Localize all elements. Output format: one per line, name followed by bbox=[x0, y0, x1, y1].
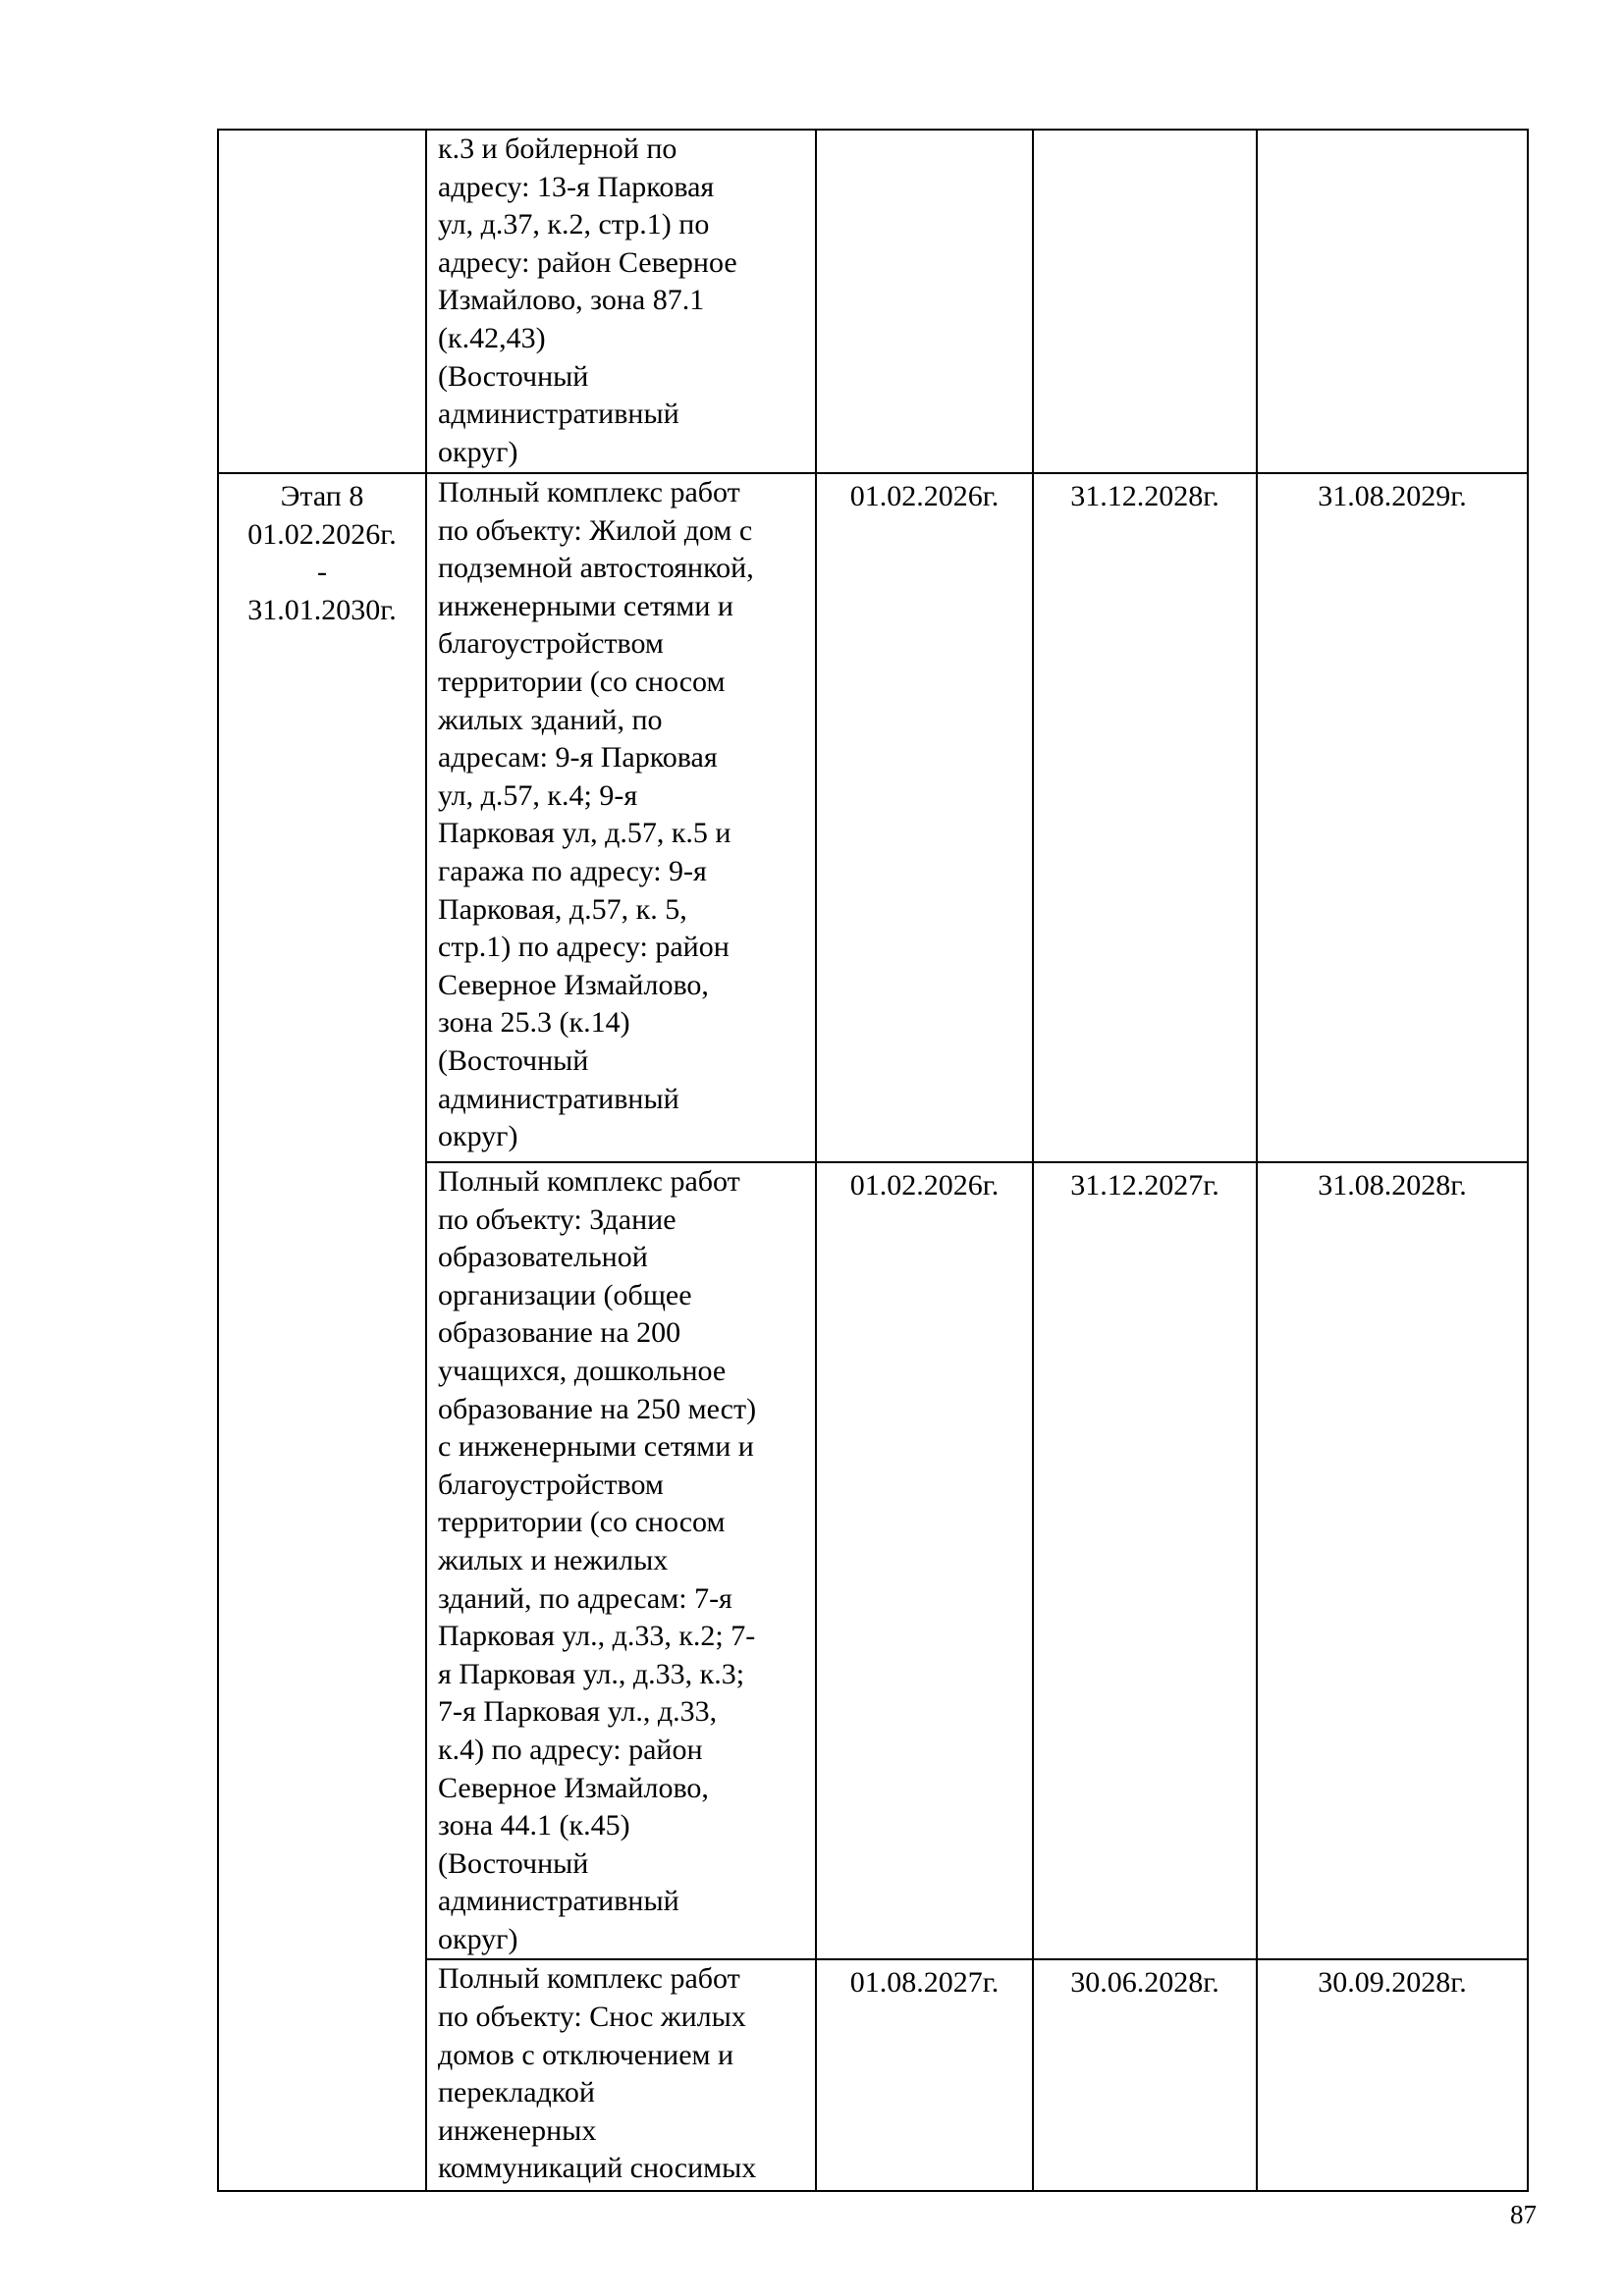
description-cell bbox=[426, 1959, 816, 2191]
start-date-cell bbox=[816, 473, 1033, 1162]
stage-cell bbox=[218, 130, 426, 473]
work-description: Полный комплекс работ по объекту: Здание образовательной организации (общее образование на 200 учащихся, дошкольное образование на 250 мест) с инженерными сетями и благоустройством территории (со сносом жилых и нежилых зданий, по адресам: 7-я Парковая ул., д.33, к.2; 7- я Парковая ул., д.33, к.3; 7-я Парковая ул., д.33, к.4) по адресу: район Северное Измайлово, зона 44.1 (к.45) (Восточный административный округ) bbox=[438, 1165, 757, 1955]
description-cell bbox=[426, 130, 816, 473]
start-date-cell bbox=[816, 1162, 1033, 1959]
start-date: 01.08.2027г. bbox=[849, 1966, 1000, 2000]
start-date-cell bbox=[816, 1959, 1033, 2191]
end-date: 30.06.2028г. bbox=[1070, 1966, 1219, 2000]
commission-date: 30.09.2028г. bbox=[1318, 1966, 1467, 2000]
construction-schedule-table bbox=[217, 129, 1529, 2192]
commission-date-cell bbox=[1257, 130, 1528, 473]
start-date: 01.02.2026г. bbox=[849, 1169, 1000, 1201]
description-cell bbox=[426, 473, 816, 1162]
stage-cell bbox=[218, 473, 426, 2191]
commission-date-cell bbox=[1257, 1959, 1528, 2191]
commission-date-cell bbox=[1257, 473, 1528, 1162]
end-date: 31.12.2028г. bbox=[1070, 480, 1219, 512]
table-row bbox=[218, 473, 1528, 1162]
description-cell bbox=[426, 1162, 816, 1959]
start-date-cell bbox=[816, 130, 1033, 473]
work-description: к.3 и бойлерной по адресу: 13-я Парковая ул, д.37, к.2, стр.1) по адресу: район Северное Измайлово, зона 87.1 (к.42,43) (Восточный административный округ) bbox=[438, 133, 737, 468]
end-date: 31.12.2027г. bbox=[1070, 1169, 1219, 1201]
end-date-cell bbox=[1033, 473, 1257, 1162]
end-date-cell bbox=[1033, 1959, 1257, 2191]
work-description: Полный комплекс работ по объекту: Снос жилых домов с отключением и перекладкой инженерных коммуникаций сносимых bbox=[438, 1962, 757, 2185]
commission-date: 31.08.2028г. bbox=[1318, 1169, 1467, 1201]
stage-text: Этап 8 01.02.2026г. - 31.01.2030г. bbox=[247, 480, 397, 626]
work-description: Полный комплекс работ по объекту: Жилой дом с подземной автостоянкой, инженерными сетями и благоустройством территории (со сносом жилых зданий, по адресам: 9-я Парковая ул, д.57, к.4; 9-я Парковая ул, д.57, к.5 и гаража по адресу: 9-я Парковая, д.57, к. 5, стр.1) по адресу: район Северное Измайлово, зона 25.3 (к.14) (Восточный административный округ) bbox=[438, 476, 754, 1153]
table-row bbox=[218, 130, 1528, 473]
page-number: 87 bbox=[1510, 2200, 1537, 2229]
commission-date: 31.08.2029г. bbox=[1318, 480, 1467, 512]
commission-date-cell bbox=[1257, 1162, 1528, 1959]
start-date: 01.02.2026г. bbox=[849, 480, 1000, 512]
end-date-cell bbox=[1033, 1162, 1257, 1959]
end-date-cell bbox=[1033, 130, 1257, 473]
